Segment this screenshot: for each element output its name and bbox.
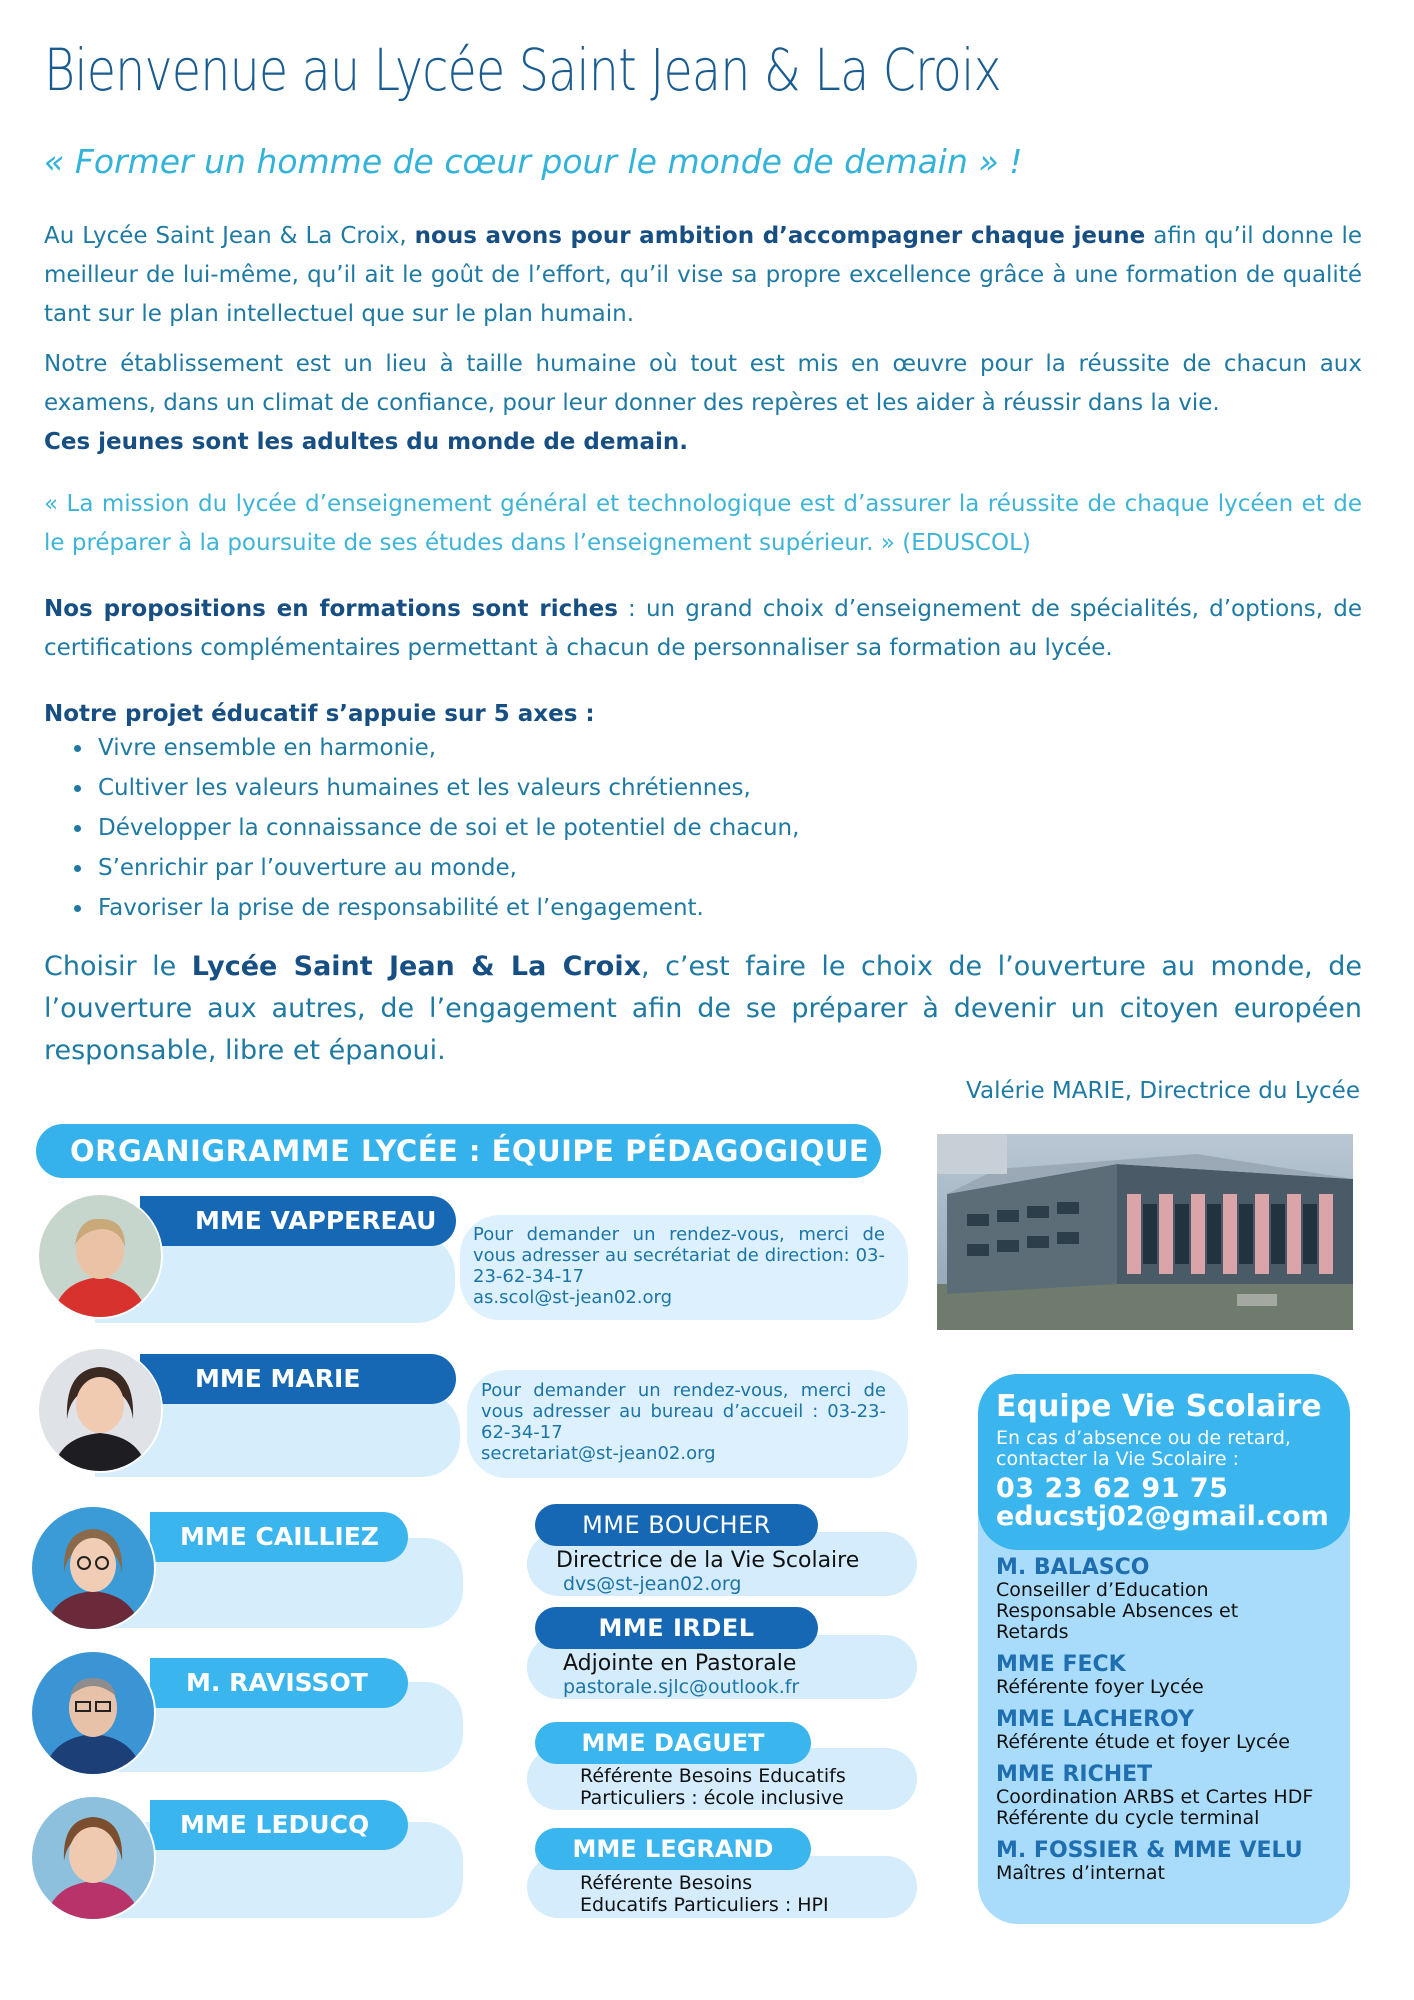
marie-photo [37,1347,163,1473]
motto: « Former un homme de cœur pour le monde de demain » ! [44,142,1023,181]
vappereau-name: MME VAPPEREAU [140,1196,456,1246]
irdel-role: Adjointe en Pastorale [563,1651,797,1676]
organigramme-title: ORGANIGRAMME LYCÉE : ÉQUIPE PÉDAGOGIQUE [36,1124,881,1178]
choisir-paragraph: Choisir le Lycée Saint Jean & La Croix, c’est faire le choix de l’ouverture au monde, de l’ouverture aux autres, de l’engagement afin de se préparer à devenir un citoyen européen responsable, libre et épanoui. [44,951,1362,1066]
school-building-photo [937,1134,1353,1330]
eduscol-quote: « La mission du lycée d’enseignement général et technologique est d’assurer la réussite de chaque lycéen et de le préparer à la poursuite de ses études dans l’enseignement supérieur. » (EDUSCOL) [44,491,1362,556]
boucher-email: dvs@st-jean02.org [563,1573,742,1595]
list-item: • Cultiver les valeurs humaines et les valeurs chrétiennes, [94,768,799,808]
list-item: MME FECK Référente foyer Lycée [996,1652,1204,1698]
leducq-name: MME LEDUCQ [150,1800,408,1850]
daguet-role: Référente Besoins Educatifs Particuliers : école inclusive [580,1765,846,1809]
irdel-email: pastorale.sjlc@outlook.fr [563,1676,800,1698]
intro-paragraph-2: Notre établissement est un lieu à taille humaine où tout est mis en œuvre pour la réussite de chacun aux examens, dans un climat de confiance, pour leur donner des repères et les aider à réussir dans la vie. Ces jeunes sont les adultes du monde de demain. [44,351,1362,455]
legrand-role: Référente Besoins Educatifs Particuliers : HPI [580,1872,829,1916]
signature: Valérie MARIE, Directrice du Lycée [966,1078,1360,1104]
boucher-role: Directrice de la Vie Scolaire [556,1548,860,1573]
axes-title: Notre projet éducatif s’appuie sur 5 axes : [44,701,595,727]
daguet-name: MME DAGUET [535,1722,811,1764]
vie-scolaire-members [996,1556,1346,1894]
list-item: MME LACHEROY Référente étude et foyer Lycée [996,1707,1290,1753]
ravissot-name: M. RAVISSOT [150,1658,408,1708]
vie-scolaire-title: Equipe Vie Scolaire [996,1389,1322,1424]
vappereau-info: Pour demander un rendez-vous, merci de vous adresser au secrétariat de direction: 03-23-62-34-17 as.scol@st-jean02.org [473,1224,885,1308]
vie-scolaire-email: educstj02@gmail.com [996,1501,1329,1532]
formations-paragraph: Nos propositions en formations sont riches : un grand choix d’enseignement de spécialités, d’options, de certifications complémentaires permettant à chacun de personnaliser sa formation au lycée. [44,596,1362,661]
list-item: M. FOSSIER & MME VELU Maîtres d’internat [996,1838,1303,1884]
axes-list [62,728,799,928]
vappereau-photo [37,1193,163,1319]
list-item: • Développer la connaissance de soi et le potentiel de chacun, [94,808,799,848]
list-item: • Favoriser la prise de responsabilité et l’engagement. [94,888,799,928]
list-item: M. BALASCO Conseiller d’Education Responsable Absences et Retards [996,1555,1239,1643]
legrand-name: MME LEGRAND [535,1828,811,1870]
ravissot-photo [30,1650,156,1776]
intro-paragraph-1: Au Lycée Saint Jean & La Croix, nous avons pour ambition d’accompagner chaque jeune afin qu’il donne le meilleur de lui-même, qu’il ait le goût de l’effort, qu’il vise sa propre excellence grâce à une formation de qualité tant sur le plan intellectuel que sur le plan humain. [44,223,1362,327]
vie-scolaire-phone: 03 23 62 91 75 [996,1473,1229,1504]
marie-info: Pour demander un rendez-vous, merci de vous adresser au bureau d’accueil : 03-23-62-34-17 secretariat@st-jean02.org [481,1380,886,1464]
list-item: MME RICHET Coordination ARBS et Cartes HDF Référente du cycle terminal [996,1762,1314,1829]
boucher-name: MME BOUCHER [535,1504,818,1546]
leducq-photo [30,1795,156,1921]
irdel-name: MME IRDEL [535,1607,818,1649]
page-title: Bienvenue au Lycée Saint Jean & La Croix [44,36,1001,104]
cailliez-photo [30,1505,156,1631]
cailliez-name: MME CAILLIEZ [150,1512,408,1562]
marie-name: MME MARIE [140,1354,456,1404]
list-item: • Vivre ensemble en harmonie, [94,728,799,768]
list-item: • S’enrichir par l’ouverture au monde, [94,848,799,888]
vie-scolaire-subtitle: En cas d’absence ou de retard, contacter la Vie Scolaire : [996,1427,1291,1470]
